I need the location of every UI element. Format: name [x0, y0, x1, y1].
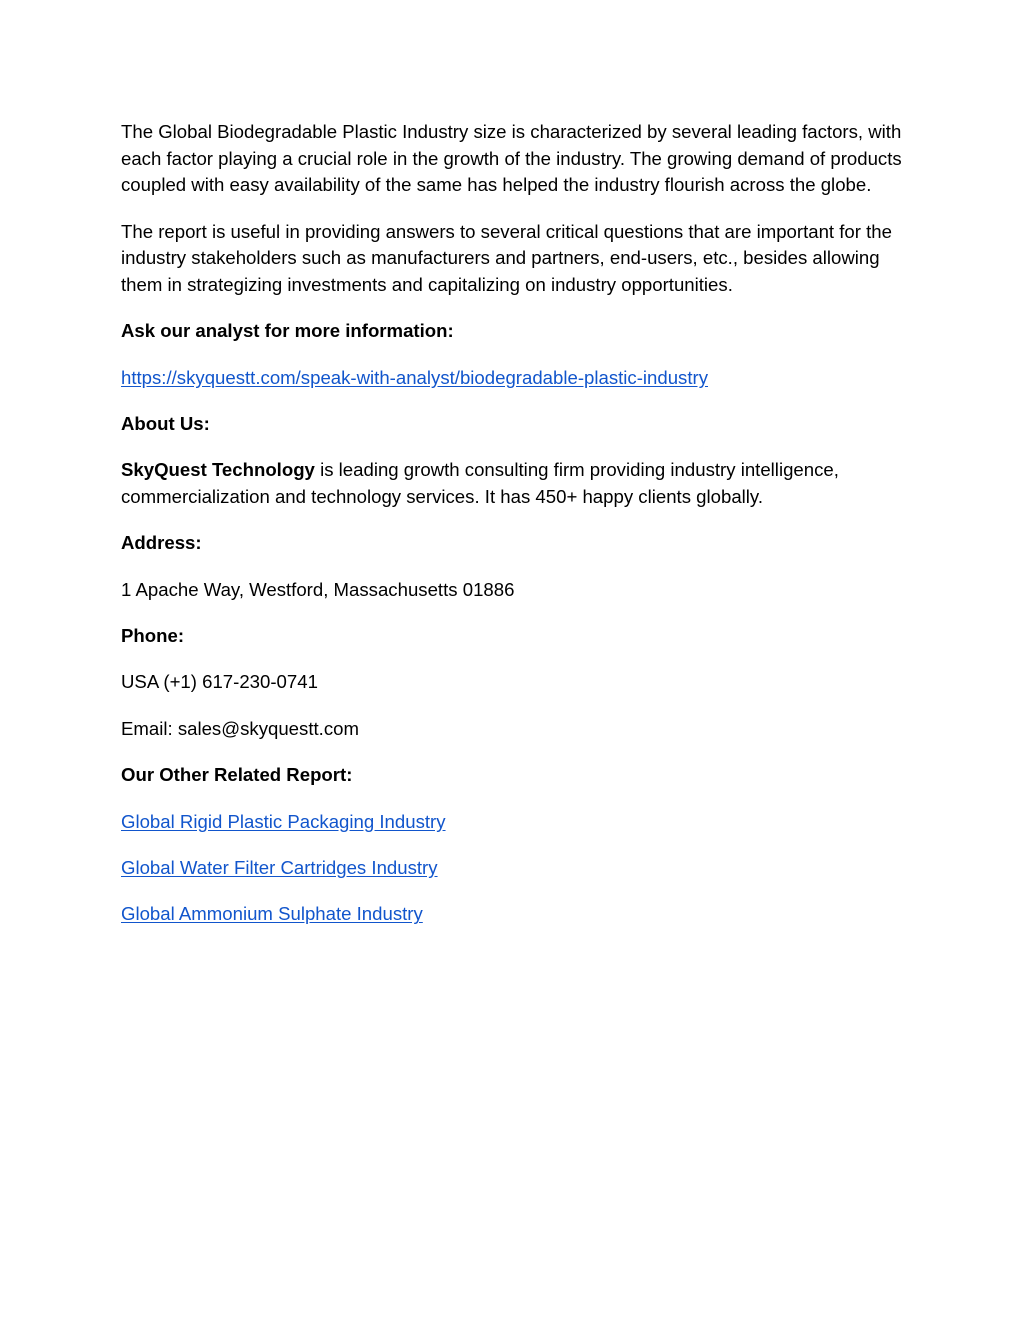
address-heading: Address: — [121, 532, 202, 554]
intro-paragraph-2: The report is useful in providing answers to several critical questions that are important for the industry stakeholders such as manufacturers and partners, end-users, etc., besides allowing them in strategizing investments and capitalizing on industry opportunities. — [121, 220, 892, 295]
related-link-item — [121, 901, 911, 928]
related-heading: Our Other Related Report: — [121, 764, 353, 786]
email-value: Email: sales@skyquestt.com — [121, 717, 359, 739]
related-link-rigid-plastic-packaging[interactable]: Global Rigid Plastic Packaging Industry — [121, 810, 446, 832]
address-value: 1 Apache Way, Westford, Massachusetts 01886 — [121, 578, 515, 600]
intro-paragraph-1: The Global Biodegradable Plastic Industry size is characterized by several leading factors, with each factor playing a crucial role in the growth of the industry. The growing demand of products coupled with easy availability of the same has helped the industry flourish across the globe. — [121, 121, 902, 196]
about-paragraph — [121, 457, 911, 510]
related-link-ammonium-sulphate[interactable]: Global Ammonium Sulphate Industry — [121, 903, 423, 925]
analyst-link[interactable]: https://skyquestt.com/speak-with-analyst/biodegradable-plastic-industry — [121, 366, 709, 388]
related-link-item — [121, 855, 911, 882]
about-description: is leading growth consulting firm providing industry intelligence, commercialization and technology services. It has 450+ happy clients globally. — [121, 459, 839, 507]
phone-value: USA (+1) 617-230-0741 — [121, 671, 318, 693]
company-name: SkyQuest Technology — [121, 459, 315, 481]
document-body — [121, 119, 911, 948]
analyst-heading: Ask our analyst for more information: — [121, 320, 454, 342]
related-link-water-filter-cartridges[interactable]: Global Water Filter Cartridges Industry — [121, 857, 438, 879]
related-link-item — [121, 809, 911, 836]
phone-heading: Phone: — [121, 625, 185, 647]
analyst-link-container — [121, 365, 911, 392]
about-heading: About Us: — [121, 412, 210, 434]
